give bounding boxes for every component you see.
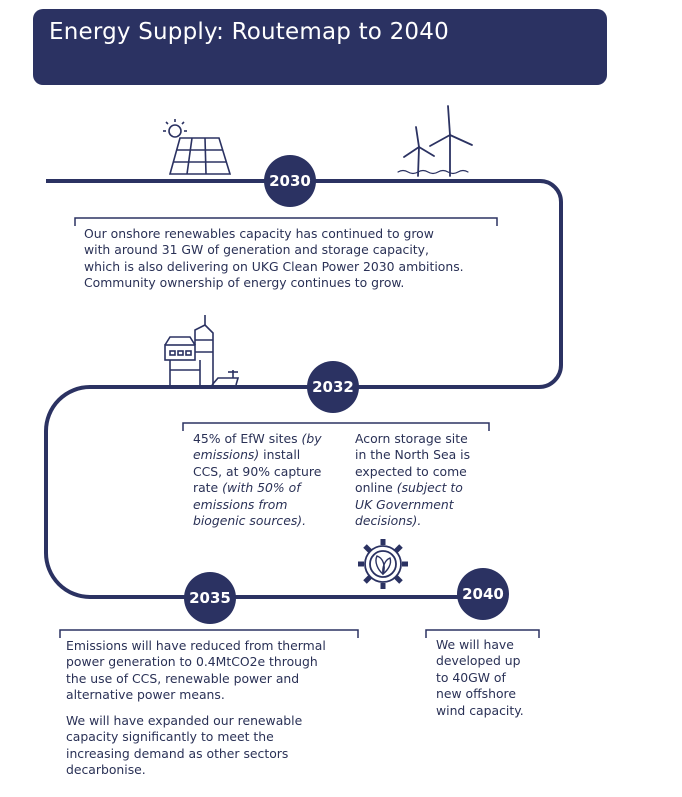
wind-turbine-icon <box>398 106 472 176</box>
text-line: We will have <box>436 637 514 652</box>
bracket-2030 <box>75 218 497 226</box>
text-2032-efw <box>193 431 322 529</box>
text-line: to 40GW of <box>436 669 506 685</box>
text-line: CCS, at 90% capture <box>193 463 322 479</box>
text-line: Acorn storage site <box>355 431 468 446</box>
year-marker-2032: 2032 <box>307 361 359 413</box>
gear-leaf-icon <box>358 539 408 589</box>
text-line: alternative power means. <box>66 687 225 703</box>
text-line: expected to come <box>355 463 467 479</box>
text-line: decisions). <box>355 513 422 529</box>
text-2035-renewables <box>66 713 302 779</box>
text-line: in the North Sea is <box>355 447 471 463</box>
year-marker-2040: 2040 <box>457 568 509 620</box>
text-line: developed up <box>436 653 521 669</box>
text-line: Our onshore renewables capacity has continued to grow <box>84 226 434 241</box>
solar-panel-icon <box>163 119 230 174</box>
text-line: power generation to 0.4MtCO2e through <box>66 654 318 670</box>
text-line: capacity significantly to meet the <box>66 729 274 745</box>
text-line: emissions) install <box>193 447 301 463</box>
text-line: increasing demand as other sectors <box>66 745 289 761</box>
text-2030 <box>84 226 464 292</box>
text-2040 <box>436 637 524 719</box>
text-line: wind capacity. <box>436 702 524 718</box>
text-line: the use of CCS, renewable power and <box>66 670 300 686</box>
text-line: new offshore <box>436 686 517 702</box>
text-line: emissions from <box>193 496 288 512</box>
bracket-2035 <box>60 630 358 638</box>
text-line: Community ownership of energy continues to grow. <box>84 275 405 291</box>
text-line: Emissions will have reduced from thermal <box>66 638 326 653</box>
year-marker-2035: 2035 <box>184 572 236 624</box>
text-line: We will have expanded our renewable <box>66 713 303 728</box>
year-marker-2030: 2030 <box>264 155 316 207</box>
text-line: decarbonise. <box>66 762 146 778</box>
text-line: rate (with 50% of <box>193 480 301 496</box>
text-line: biogenic sources). <box>193 513 307 529</box>
text-line: online (subject to <box>355 480 463 496</box>
text-line: UK Government <box>355 496 454 512</box>
text-line: which is also delivering on UKG Clean Power 2030 ambitions. <box>84 258 464 274</box>
text-2032-acorn <box>355 431 470 529</box>
page-title: Energy Supply: Routemap to 2040 <box>49 19 449 45</box>
industrial-plant-icon <box>165 315 238 385</box>
text-line: 45% of EfW sites (by <box>193 431 322 446</box>
text-line: with around 31 GW of generation and storage capacity, <box>84 242 429 258</box>
bracket-2032 <box>183 423 489 431</box>
text-2035-emissions <box>66 638 326 704</box>
